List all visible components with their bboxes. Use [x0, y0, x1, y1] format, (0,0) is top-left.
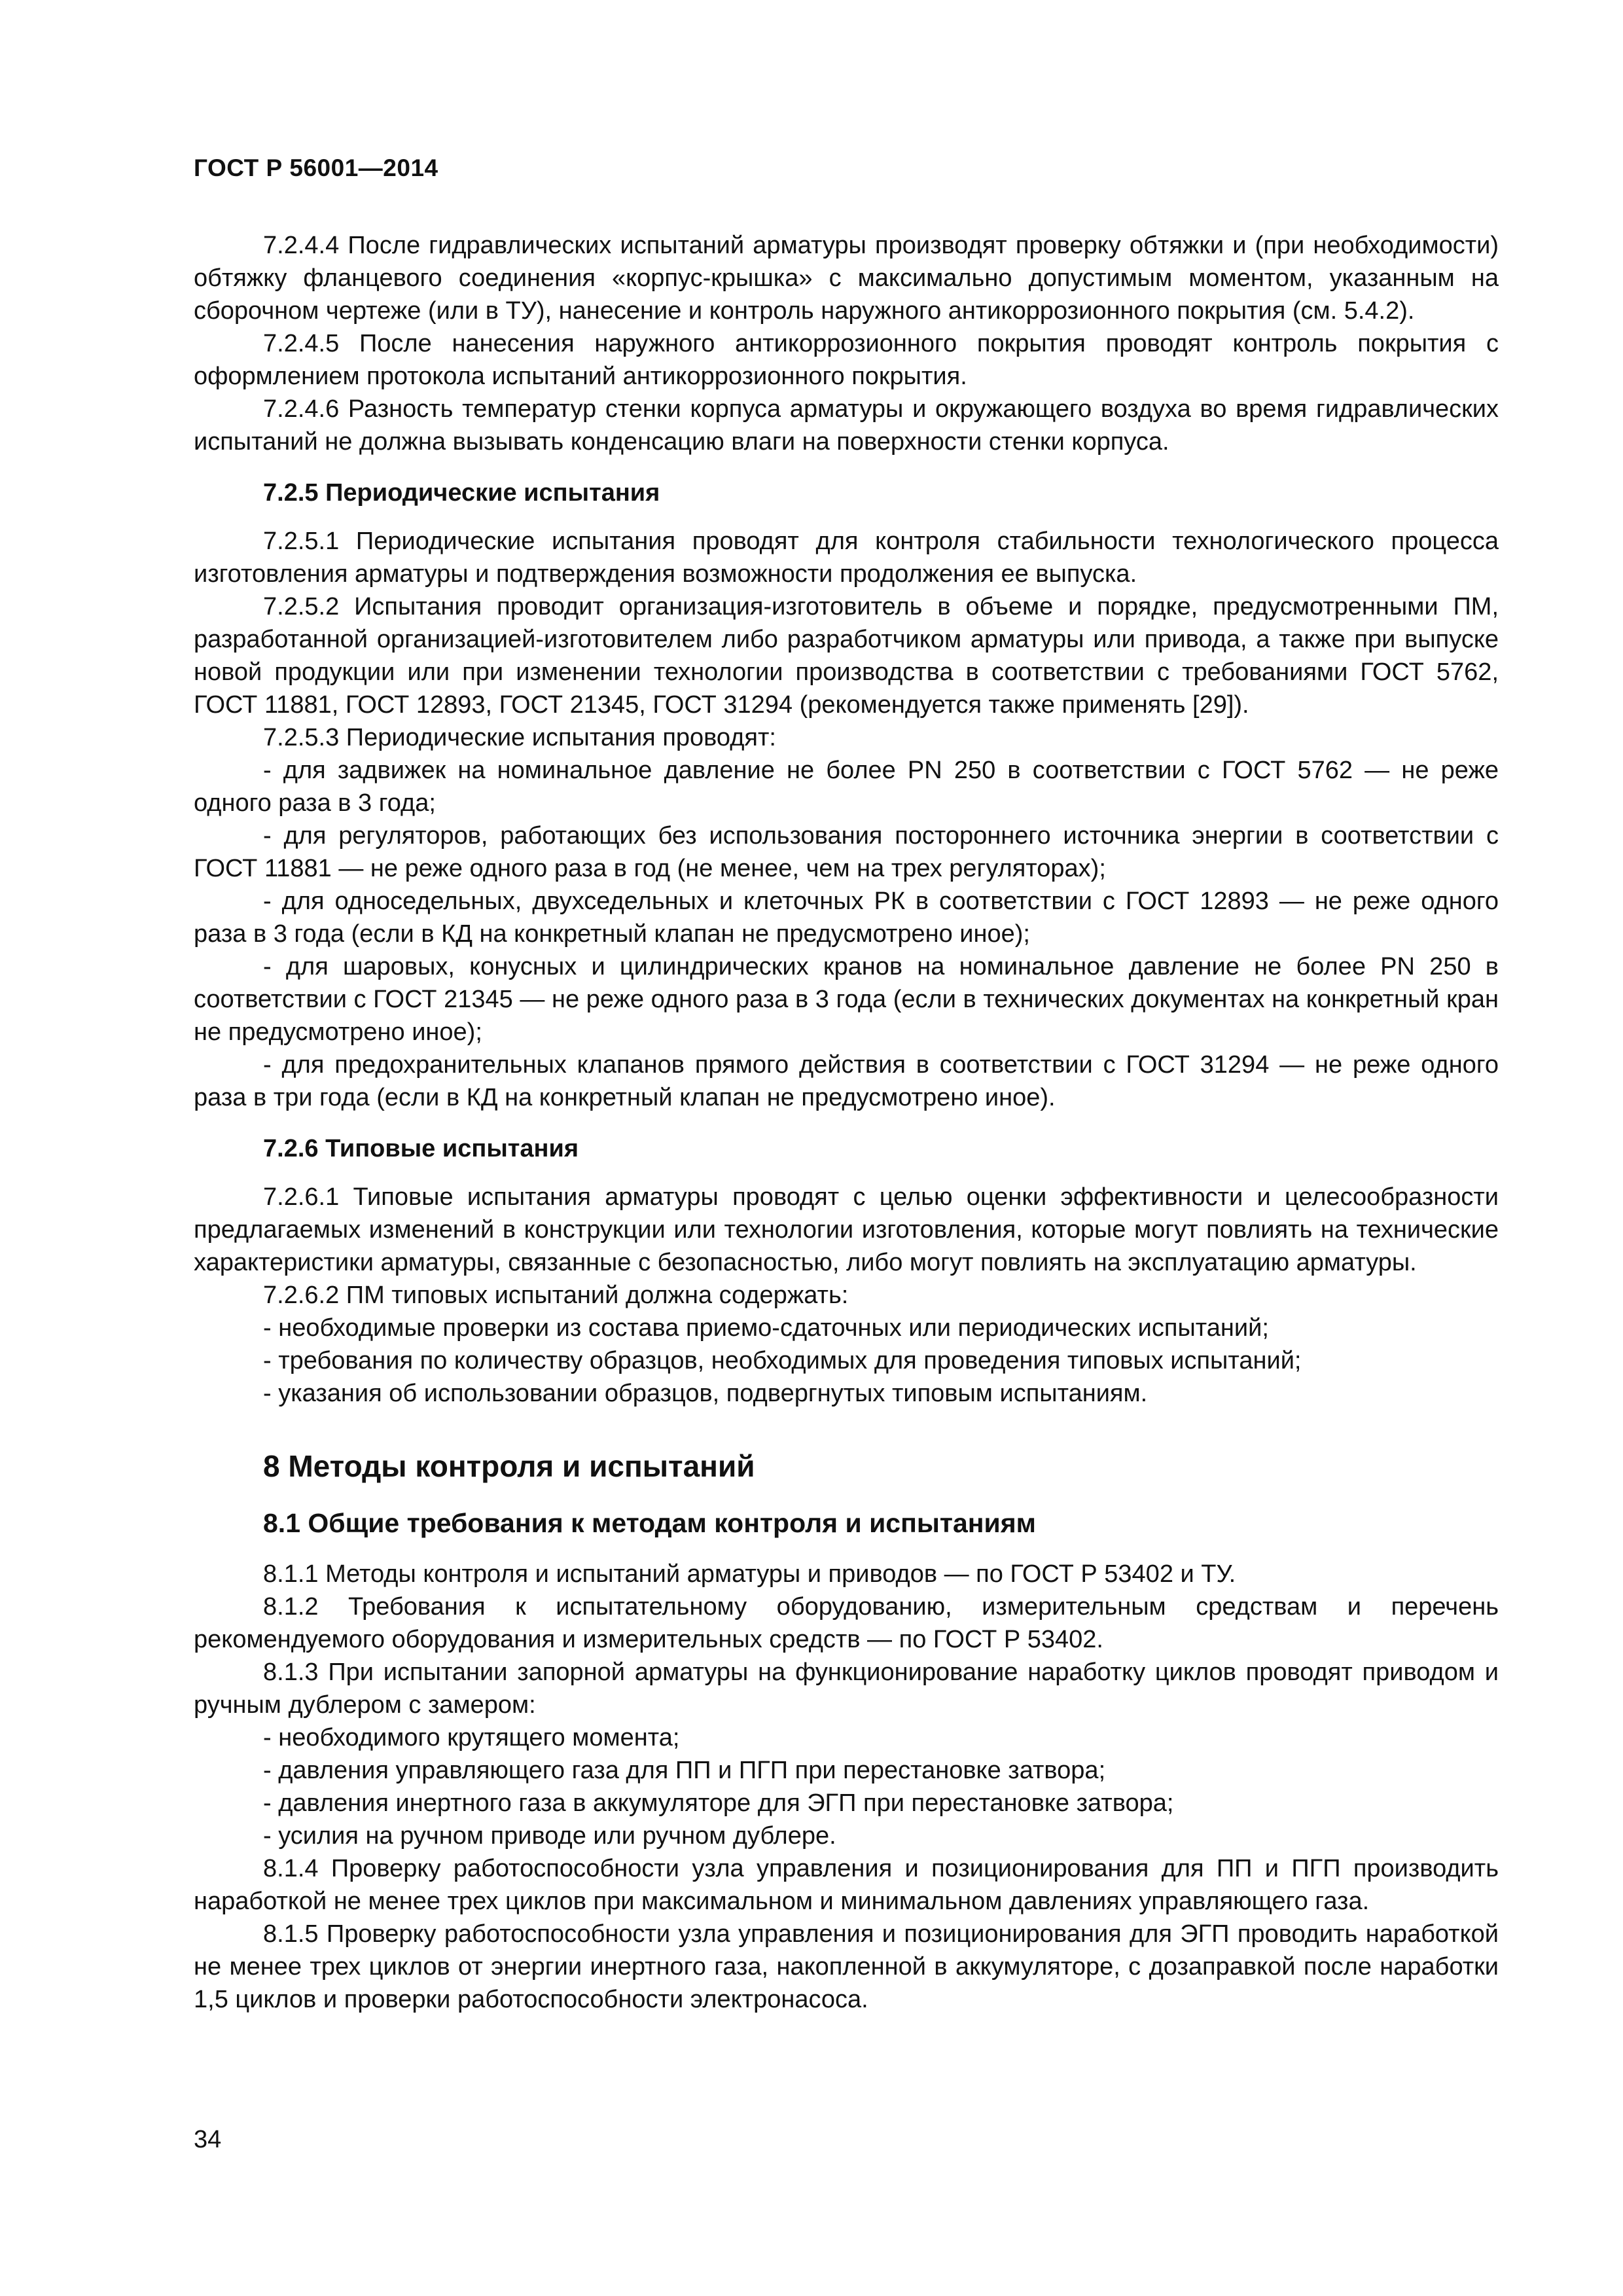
list-item: - указания об использовании образцов, подвергнутых типовым испытаниям.	[263, 1380, 1148, 1407]
list-item: - необходимого крутящего момента;	[263, 1724, 680, 1751]
paragraph-7-2-6-2: 7.2.6.2 ПМ типовых испытаний должна содержать:	[263, 1282, 849, 1309]
list-item: - для задвижек на номинальное давление не более PN 250 в соответствии с ГОСТ 5762 — не реже одного раза в 3 года;	[194, 757, 1499, 817]
list-item: - требования по количеству образцов, необходимых для проведения типовых испытаний;	[263, 1347, 1302, 1374]
list-item: - давления управляющего газа для ПП и ПГП при перестановке затвора;	[263, 1757, 1106, 1784]
list-item: - усилия на ручном приводе или ручном дублере.	[263, 1822, 836, 1850]
section-heading-7-2-6: 7.2.6 Типовые испытания	[263, 1135, 579, 1162]
paragraph-7-2-5-1: 7.2.5.1 Периодические испытания проводят для контроля стабильности технологического процесса изготовления арматуры и подтверждения возможности продолжения ее выпуска.	[194, 528, 1499, 588]
paragraph-8-1-2: 8.1.2 Требования к испытательному оборудованию, измерительным средствам и перечень рекомендуемого оборудования и измерительных средств — по ГОСТ Р 53402.	[194, 1593, 1499, 1653]
list-item: - для шаровых, конусных и цилиндрических кранов на номинальное давление не более PN 250 в соответствии с ГОСТ 21345 — не реже одного раза в 3 года (если в технических документах на конкретный кран не предусмотрено иное);	[194, 953, 1499, 1046]
paragraph-7-2-6-1: 7.2.6.1 Типовые испытания арматуры проводят с целью оценки эффективности и целесообразности предлагаемых изменений в конструкции или технологии изготовления, которые могут повлиять на технические характеристики арматуры, связанные с безопасностью, либо могут повлиять на эксплуатацию арматуры.	[194, 1183, 1499, 1276]
list-item: - для предохранительных клапанов прямого действия в соответствии с ГОСТ 31294 — не реже одного раза в три года (если в КД на конкретный клапан не предусмотрено иное).	[194, 1051, 1499, 1111]
paragraph-8-1-3: 8.1.3 При испытании запорной арматуры на функционирование наработку циклов проводят приводом и ручным дублером с замером:	[194, 1659, 1499, 1719]
paragraph-8-1-4: 8.1.4 Проверку работоспособности узла управления и позиционирования для ПП и ПГП производить наработкой не менее трех циклов при максимальном и минимальном давлениях управляющего газа.	[194, 1855, 1499, 1915]
paragraph-7-2-5-2: 7.2.5.2 Испытания проводит организация-изготовитель в объеме и порядке, предусмотренными ПМ, разработанной организацией-изготовителем либо разработчиком арматуры или привода, а также при выпуске новой продукции или при изменении технологии производства в соответствии с требованиями ГОСТ 5762, ГОСТ 11881, ГОСТ 12893, ГОСТ 21345, ГОСТ 31294 (рекомендуется также применять [29]).	[194, 593, 1499, 719]
paragraph-8-1-5: 8.1.5 Проверку работоспособности узла управления и позиционирования для ЭГП проводить наработкой не менее трех циклов от энергии инертного газа, накопленной в аккумуляторе, с дозаправкой после наработки 1,5 циклов и проверки работоспособности электронасоса.	[194, 1920, 1499, 2013]
list-item: - для регуляторов, работающих без использования постороннего источника энергии в соответствии с ГОСТ 11881 — не реже одного раза в год (не менее, чем на трех регуляторах);	[194, 822, 1499, 882]
list-item: - для односедельных, двухседельных и клеточных РК в соответствии с ГОСТ 12893 — не реже одного раза в 3 года (если в КД на конкретный клапан не предусмотрено иное);	[194, 888, 1499, 948]
document-header: ГОСТ Р 56001—2014	[194, 154, 438, 181]
document-body	[194, 229, 1499, 2016]
section-heading-8-1: 8.1 Общие требования к методам контроля и испытаниям	[263, 1508, 1036, 1538]
paragraph-7-2-4-5: 7.2.4.5 После нанесения наружного антикоррозионного покрытия проводят контроль покрытия с оформлением протокола испытаний антикоррозионного покрытия.	[194, 330, 1499, 390]
paragraph-7-2-4-6: 7.2.4.6 Разность температур стенки корпуса арматуры и окружающего воздуха во время гидравлических испытаний не должна вызывать конденсацию влаги на поверхности стенки корпуса.	[194, 395, 1499, 456]
section-heading-7-2-5: 7.2.5 Периодические испытания	[263, 479, 660, 507]
chapter-heading-8: 8 Методы контроля и испытаний	[263, 1449, 755, 1483]
list-item: - давления инертного газа в аккумуляторе для ЭГП при перестановке затвора;	[263, 1789, 1174, 1817]
page-number: 34	[194, 2126, 222, 2153]
paragraph-7-2-5-3: 7.2.5.3 Периодические испытания проводят:	[263, 724, 776, 751]
list-item: - необходимые проверки из состава приемо-сдаточных или периодических испытаний;	[263, 1314, 1269, 1342]
paragraph-7-2-4-4: 7.2.4.4 После гидравлических испытаний арматуры производят проверку обтяжки и (при необходимости) обтяжку фланцевого соединения «корпус-крышка» с максимально допустимым моментом, указанным на сборочном чертеже (или в ТУ), нанесение и контроль наружного антикоррозионного покрытия (см. 5.4.2).	[194, 232, 1499, 325]
paragraph-8-1-1: 8.1.1 Методы контроля и испытаний арматуры и приводов — по ГОСТ Р 53402 и ТУ.	[263, 1560, 1236, 1588]
